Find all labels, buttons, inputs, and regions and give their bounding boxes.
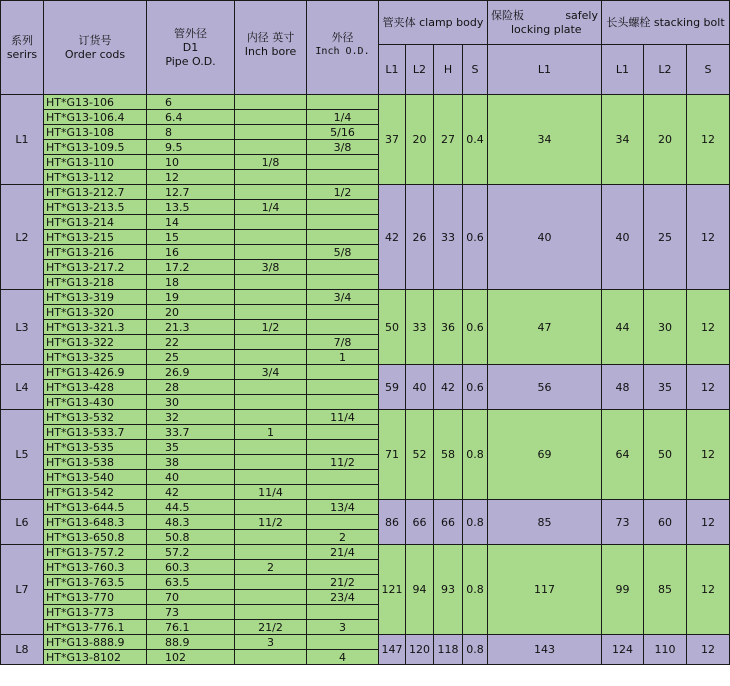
inch-bore-cell: 11/4 <box>235 485 307 500</box>
inch-od-cell: 4 <box>307 650 379 665</box>
inch-od-cell: 3 <box>307 620 379 635</box>
dim-plate-l1-cell: 34 <box>488 95 602 185</box>
order-code-cell: HT*G13-538 <box>44 455 147 470</box>
pipe-od-cell: 13.5 <box>147 200 235 215</box>
table-row <box>1 500 730 515</box>
inch-bore-cell <box>235 500 307 515</box>
dim-clamp-l2-cell: 20 <box>406 95 434 185</box>
header-inch-od: 外径 Inch O.D. <box>307 1 379 95</box>
inch-od-cell <box>307 380 379 395</box>
series-cell: L3 <box>1 290 44 365</box>
dim-bolt-l1-cell: 34 <box>602 95 644 185</box>
order-code-cell: HT*G13-106.4 <box>44 110 147 125</box>
pipe-od-cell: 25 <box>147 350 235 365</box>
dim-plate-l1-cell: 69 <box>488 410 602 500</box>
order-code-cell: HT*G13-763.5 <box>44 575 147 590</box>
dim-bolt-l2-cell: 110 <box>644 635 687 665</box>
dim-bolt-l1-cell: 48 <box>602 365 644 410</box>
inch-od-cell <box>307 275 379 290</box>
pipe-od-cell: 28 <box>147 380 235 395</box>
inch-bore-cell: 21/2 <box>235 620 307 635</box>
pipe-od-cell: 38 <box>147 455 235 470</box>
order-code-cell: HT*G13-648.3 <box>44 515 147 530</box>
pipe-od-cell: 12.7 <box>147 185 235 200</box>
inch-od-cell: 5/8 <box>307 245 379 260</box>
series-cell: L4 <box>1 365 44 410</box>
inch-bore-cell: 1 <box>235 425 307 440</box>
dim-clamp-l1-cell: 71 <box>379 410 406 500</box>
pipe-od-cell: 32 <box>147 410 235 425</box>
inch-bore-cell <box>235 395 307 410</box>
pipe-od-cell: 42 <box>147 485 235 500</box>
dim-clamp-l1-cell: 37 <box>379 95 406 185</box>
order-code-cell: HT*G13-325 <box>44 350 147 365</box>
subheader-clamp-s: S <box>463 45 488 95</box>
pipe-od-cell: 17.2 <box>147 260 235 275</box>
inch-od-cell <box>307 305 379 320</box>
inch-bore-cell <box>235 245 307 260</box>
table-row <box>1 95 730 110</box>
inch-bore-cell <box>235 380 307 395</box>
dim-clamp-s-cell: 0.8 <box>463 545 488 635</box>
inch-od-cell <box>307 365 379 380</box>
series-cell: L2 <box>1 185 44 290</box>
inch-od-cell <box>307 230 379 245</box>
dim-bolt-s-cell: 12 <box>687 290 730 365</box>
dim-clamp-h-cell: 42 <box>434 365 463 410</box>
inch-od-cell: 21/2 <box>307 575 379 590</box>
dim-clamp-s-cell: 0.6 <box>463 185 488 290</box>
order-code-cell: HT*G13-214 <box>44 215 147 230</box>
pipe-od-cell: 9.5 <box>147 140 235 155</box>
dim-plate-l1-cell: 56 <box>488 365 602 410</box>
inch-bore-cell <box>235 545 307 560</box>
dim-clamp-h-cell: 27 <box>434 95 463 185</box>
order-code-cell: HT*G13-426.9 <box>44 365 147 380</box>
inch-od-cell: 7/8 <box>307 335 379 350</box>
order-code-cell: HT*G13-212.7 <box>44 185 147 200</box>
subheader-plate-l1: L1 <box>488 45 602 95</box>
inch-od-cell <box>307 215 379 230</box>
order-code-cell: HT*G13-757.2 <box>44 545 147 560</box>
dim-clamp-l1-cell: 59 <box>379 365 406 410</box>
inch-bore-cell <box>235 410 307 425</box>
dim-bolt-s-cell: 12 <box>687 410 730 500</box>
inch-bore-cell: 3 <box>235 635 307 650</box>
inch-bore-cell <box>235 95 307 110</box>
dim-plate-l1-cell: 85 <box>488 500 602 545</box>
order-code-cell: HT*G13-322 <box>44 335 147 350</box>
pipe-od-cell: 44.5 <box>147 500 235 515</box>
inch-od-cell <box>307 395 379 410</box>
order-code-cell: HT*G13-8102 <box>44 650 147 665</box>
dim-clamp-h-cell: 118 <box>434 635 463 665</box>
dim-clamp-l2-cell: 120 <box>406 635 434 665</box>
header-series: 系列 serirs <box>1 1 44 95</box>
inch-bore-cell <box>235 590 307 605</box>
inch-bore-cell <box>235 605 307 620</box>
dim-clamp-s-cell: 0.8 <box>463 500 488 545</box>
inch-bore-cell <box>235 215 307 230</box>
dim-clamp-s-cell: 0.8 <box>463 410 488 500</box>
inch-od-cell: 5/16 <box>307 125 379 140</box>
dim-bolt-s-cell: 12 <box>687 185 730 290</box>
pipe-od-cell: 48.3 <box>147 515 235 530</box>
inch-od-cell: 11/2 <box>307 455 379 470</box>
inch-od-cell <box>307 635 379 650</box>
pipe-od-cell: 57.2 <box>147 545 235 560</box>
inch-od-cell: 13/4 <box>307 500 379 515</box>
pipe-od-cell: 15 <box>147 230 235 245</box>
inch-od-cell: 11/4 <box>307 410 379 425</box>
order-code-cell: HT*G13-319 <box>44 290 147 305</box>
order-code-cell: HT*G13-110 <box>44 155 147 170</box>
inch-bore-cell: 2 <box>235 560 307 575</box>
series-cell: L6 <box>1 500 44 545</box>
inch-od-cell: 1/4 <box>307 110 379 125</box>
pipe-od-cell: 60.3 <box>147 560 235 575</box>
inch-bore-cell: 1/8 <box>235 155 307 170</box>
inch-bore-cell <box>235 650 307 665</box>
order-code-cell: HT*G13-216 <box>44 245 147 260</box>
inch-od-cell <box>307 440 379 455</box>
pipe-od-cell: 50.8 <box>147 530 235 545</box>
order-code-cell: HT*G13-213.5 <box>44 200 147 215</box>
pipe-od-cell: 20 <box>147 305 235 320</box>
order-code-cell: HT*G13-540 <box>44 470 147 485</box>
subheader-clamp-l2: L2 <box>406 45 434 95</box>
inch-bore-cell: 1/2 <box>235 320 307 335</box>
dim-plate-l1-cell: 47 <box>488 290 602 365</box>
pipe-od-cell: 70 <box>147 590 235 605</box>
inch-od-cell <box>307 155 379 170</box>
inch-od-cell <box>307 560 379 575</box>
inch-od-cell <box>307 470 379 485</box>
order-code-cell: HT*G13-106 <box>44 95 147 110</box>
table-row <box>1 290 730 305</box>
pipe-od-cell: 18 <box>147 275 235 290</box>
pipe-od-cell: 8 <box>147 125 235 140</box>
dim-bolt-l2-cell: 25 <box>644 185 687 290</box>
header-inch-bore: 内径 英寸 Inch bore <box>235 1 307 95</box>
inch-bore-cell <box>235 110 307 125</box>
inch-od-cell <box>307 260 379 275</box>
order-code-cell: HT*G13-776.1 <box>44 620 147 635</box>
inch-bore-cell <box>235 350 307 365</box>
table-row <box>1 365 730 380</box>
pipe-od-cell: 73 <box>147 605 235 620</box>
pipe-od-cell: 88.9 <box>147 635 235 650</box>
inch-bore-cell <box>235 290 307 305</box>
table-row <box>1 410 730 425</box>
table-body <box>1 95 730 665</box>
dim-clamp-s-cell: 0.6 <box>463 365 488 410</box>
pipe-od-cell: 19 <box>147 290 235 305</box>
inch-od-cell <box>307 605 379 620</box>
subheader-clamp-l1: L1 <box>379 45 406 95</box>
dim-plate-l1-cell: 117 <box>488 545 602 635</box>
dim-bolt-s-cell: 12 <box>687 635 730 665</box>
order-code-cell: HT*G13-532 <box>44 410 147 425</box>
inch-od-cell <box>307 485 379 500</box>
subheader-bolt-l2: L2 <box>644 45 687 95</box>
dim-bolt-s-cell: 12 <box>687 545 730 635</box>
dim-bolt-l2-cell: 85 <box>644 545 687 635</box>
table-row <box>1 185 730 200</box>
inch-bore-cell: 1/4 <box>235 200 307 215</box>
inch-od-cell <box>307 200 379 215</box>
pipe-od-cell: 6 <box>147 95 235 110</box>
dim-bolt-l2-cell: 60 <box>644 500 687 545</box>
inch-bore-cell <box>235 140 307 155</box>
table-row <box>1 635 730 650</box>
pipe-od-cell: 6.4 <box>147 110 235 125</box>
inch-bore-cell <box>235 230 307 245</box>
dim-bolt-l2-cell: 35 <box>644 365 687 410</box>
inch-bore-cell <box>235 335 307 350</box>
dim-clamp-l1-cell: 42 <box>379 185 406 290</box>
order-code-cell: HT*G13-535 <box>44 440 147 455</box>
series-cell: L8 <box>1 635 44 665</box>
header-clamp-body: 管夹体 clamp body <box>379 1 488 45</box>
dim-clamp-l2-cell: 40 <box>406 365 434 410</box>
dim-bolt-l1-cell: 99 <box>602 545 644 635</box>
pipe-od-cell: 33.7 <box>147 425 235 440</box>
dim-bolt-l2-cell: 50 <box>644 410 687 500</box>
inch-od-cell: 21/4 <box>307 545 379 560</box>
dim-plate-l1-cell: 40 <box>488 185 602 290</box>
pipe-od-cell: 12 <box>147 170 235 185</box>
dim-clamp-l2-cell: 33 <box>406 290 434 365</box>
dim-clamp-h-cell: 93 <box>434 545 463 635</box>
order-code-cell: HT*G13-428 <box>44 380 147 395</box>
dim-clamp-h-cell: 33 <box>434 185 463 290</box>
order-code-cell: HT*G13-773 <box>44 605 147 620</box>
header-order-code: 订货号 Order cods <box>44 1 147 95</box>
order-code-cell: HT*G13-888.9 <box>44 635 147 650</box>
series-cell: L1 <box>1 95 44 185</box>
inch-od-cell: 3/8 <box>307 140 379 155</box>
dim-bolt-s-cell: 12 <box>687 500 730 545</box>
dim-bolt-l1-cell: 73 <box>602 500 644 545</box>
order-code-cell: HT*G13-112 <box>44 170 147 185</box>
pipe-od-cell: 40 <box>147 470 235 485</box>
dim-bolt-l2-cell: 30 <box>644 290 687 365</box>
pipe-od-cell: 35 <box>147 440 235 455</box>
inch-bore-cell: 3/4 <box>235 365 307 380</box>
subheader-bolt-l1: L1 <box>602 45 644 95</box>
dim-clamp-s-cell: 0.8 <box>463 635 488 665</box>
dim-bolt-s-cell: 12 <box>687 365 730 410</box>
pipe-od-cell: 21.3 <box>147 320 235 335</box>
dim-bolt-l1-cell: 40 <box>602 185 644 290</box>
dim-clamp-l2-cell: 52 <box>406 410 434 500</box>
inch-bore-cell: 3/8 <box>235 260 307 275</box>
pipe-od-cell: 22 <box>147 335 235 350</box>
pipe-od-cell: 63.5 <box>147 575 235 590</box>
series-cell: L7 <box>1 545 44 635</box>
order-code-cell: HT*G13-215 <box>44 230 147 245</box>
inch-bore-cell: 11/2 <box>235 515 307 530</box>
inch-od-cell <box>307 170 379 185</box>
inch-bore-cell <box>235 455 307 470</box>
table-row <box>1 545 730 560</box>
dim-clamp-h-cell: 58 <box>434 410 463 500</box>
header-safely-locking-plate: 保险板 safely locking plate <box>488 1 602 45</box>
order-code-cell: HT*G13-650.8 <box>44 530 147 545</box>
inch-od-cell <box>307 95 379 110</box>
inch-od-cell <box>307 425 379 440</box>
pipe-od-cell: 76.1 <box>147 620 235 635</box>
inch-bore-cell <box>235 275 307 290</box>
order-code-cell: HT*G13-109.5 <box>44 140 147 155</box>
inch-bore-cell <box>235 530 307 545</box>
dim-clamp-l1-cell: 147 <box>379 635 406 665</box>
series-cell: L5 <box>1 410 44 500</box>
order-code-cell: HT*G13-770 <box>44 590 147 605</box>
dim-bolt-l1-cell: 64 <box>602 410 644 500</box>
dim-clamp-l2-cell: 26 <box>406 185 434 290</box>
header-stacking-bolt: 长头螺栓 stacking bolt <box>602 1 730 45</box>
dim-clamp-l2-cell: 66 <box>406 500 434 545</box>
inch-bore-cell <box>235 470 307 485</box>
inch-od-cell: 1 <box>307 350 379 365</box>
dim-clamp-h-cell: 66 <box>434 500 463 545</box>
order-code-cell: HT*G13-533.7 <box>44 425 147 440</box>
subheader-bolt-s: S <box>687 45 730 95</box>
pipe-od-cell: 102 <box>147 650 235 665</box>
inch-bore-cell <box>235 575 307 590</box>
inch-bore-cell <box>235 440 307 455</box>
subheader-clamp-h: H <box>434 45 463 95</box>
inch-od-cell <box>307 320 379 335</box>
inch-od-cell: 3/4 <box>307 290 379 305</box>
order-code-cell: HT*G13-760.3 <box>44 560 147 575</box>
inch-od-cell <box>307 515 379 530</box>
dim-clamp-s-cell: 0.4 <box>463 95 488 185</box>
dim-bolt-s-cell: 12 <box>687 95 730 185</box>
dim-bolt-l1-cell: 124 <box>602 635 644 665</box>
pipe-od-cell: 26.9 <box>147 365 235 380</box>
dim-bolt-l2-cell: 20 <box>644 95 687 185</box>
dim-clamp-l1-cell: 86 <box>379 500 406 545</box>
order-code-cell: HT*G13-218 <box>44 275 147 290</box>
pipe-od-cell: 10 <box>147 155 235 170</box>
pipe-od-cell: 16 <box>147 245 235 260</box>
dim-clamp-l2-cell: 94 <box>406 545 434 635</box>
dim-bolt-l1-cell: 44 <box>602 290 644 365</box>
header-pipe-od: 管外径 D1 Pipe O.D. <box>147 1 235 95</box>
order-code-cell: HT*G13-321.3 <box>44 320 147 335</box>
inch-od-cell: 2 <box>307 530 379 545</box>
order-code-cell: HT*G13-217.2 <box>44 260 147 275</box>
order-code-cell: HT*G13-542 <box>44 485 147 500</box>
inch-bore-cell <box>235 185 307 200</box>
order-code-cell: HT*G13-644.5 <box>44 500 147 515</box>
inch-bore-cell <box>235 170 307 185</box>
dim-clamp-l1-cell: 50 <box>379 290 406 365</box>
inch-bore-cell <box>235 125 307 140</box>
order-code-cell: HT*G13-430 <box>44 395 147 410</box>
order-code-cell: HT*G13-108 <box>44 125 147 140</box>
inch-bore-cell <box>235 305 307 320</box>
inch-od-cell: 1/2 <box>307 185 379 200</box>
dim-clamp-h-cell: 36 <box>434 290 463 365</box>
pipe-od-cell: 14 <box>147 215 235 230</box>
dim-clamp-s-cell: 0.6 <box>463 290 488 365</box>
inch-od-cell: 23/4 <box>307 590 379 605</box>
dim-clamp-l1-cell: 121 <box>379 545 406 635</box>
order-code-cell: HT*G13-320 <box>44 305 147 320</box>
pipe-od-cell: 30 <box>147 395 235 410</box>
dim-plate-l1-cell: 143 <box>488 635 602 665</box>
